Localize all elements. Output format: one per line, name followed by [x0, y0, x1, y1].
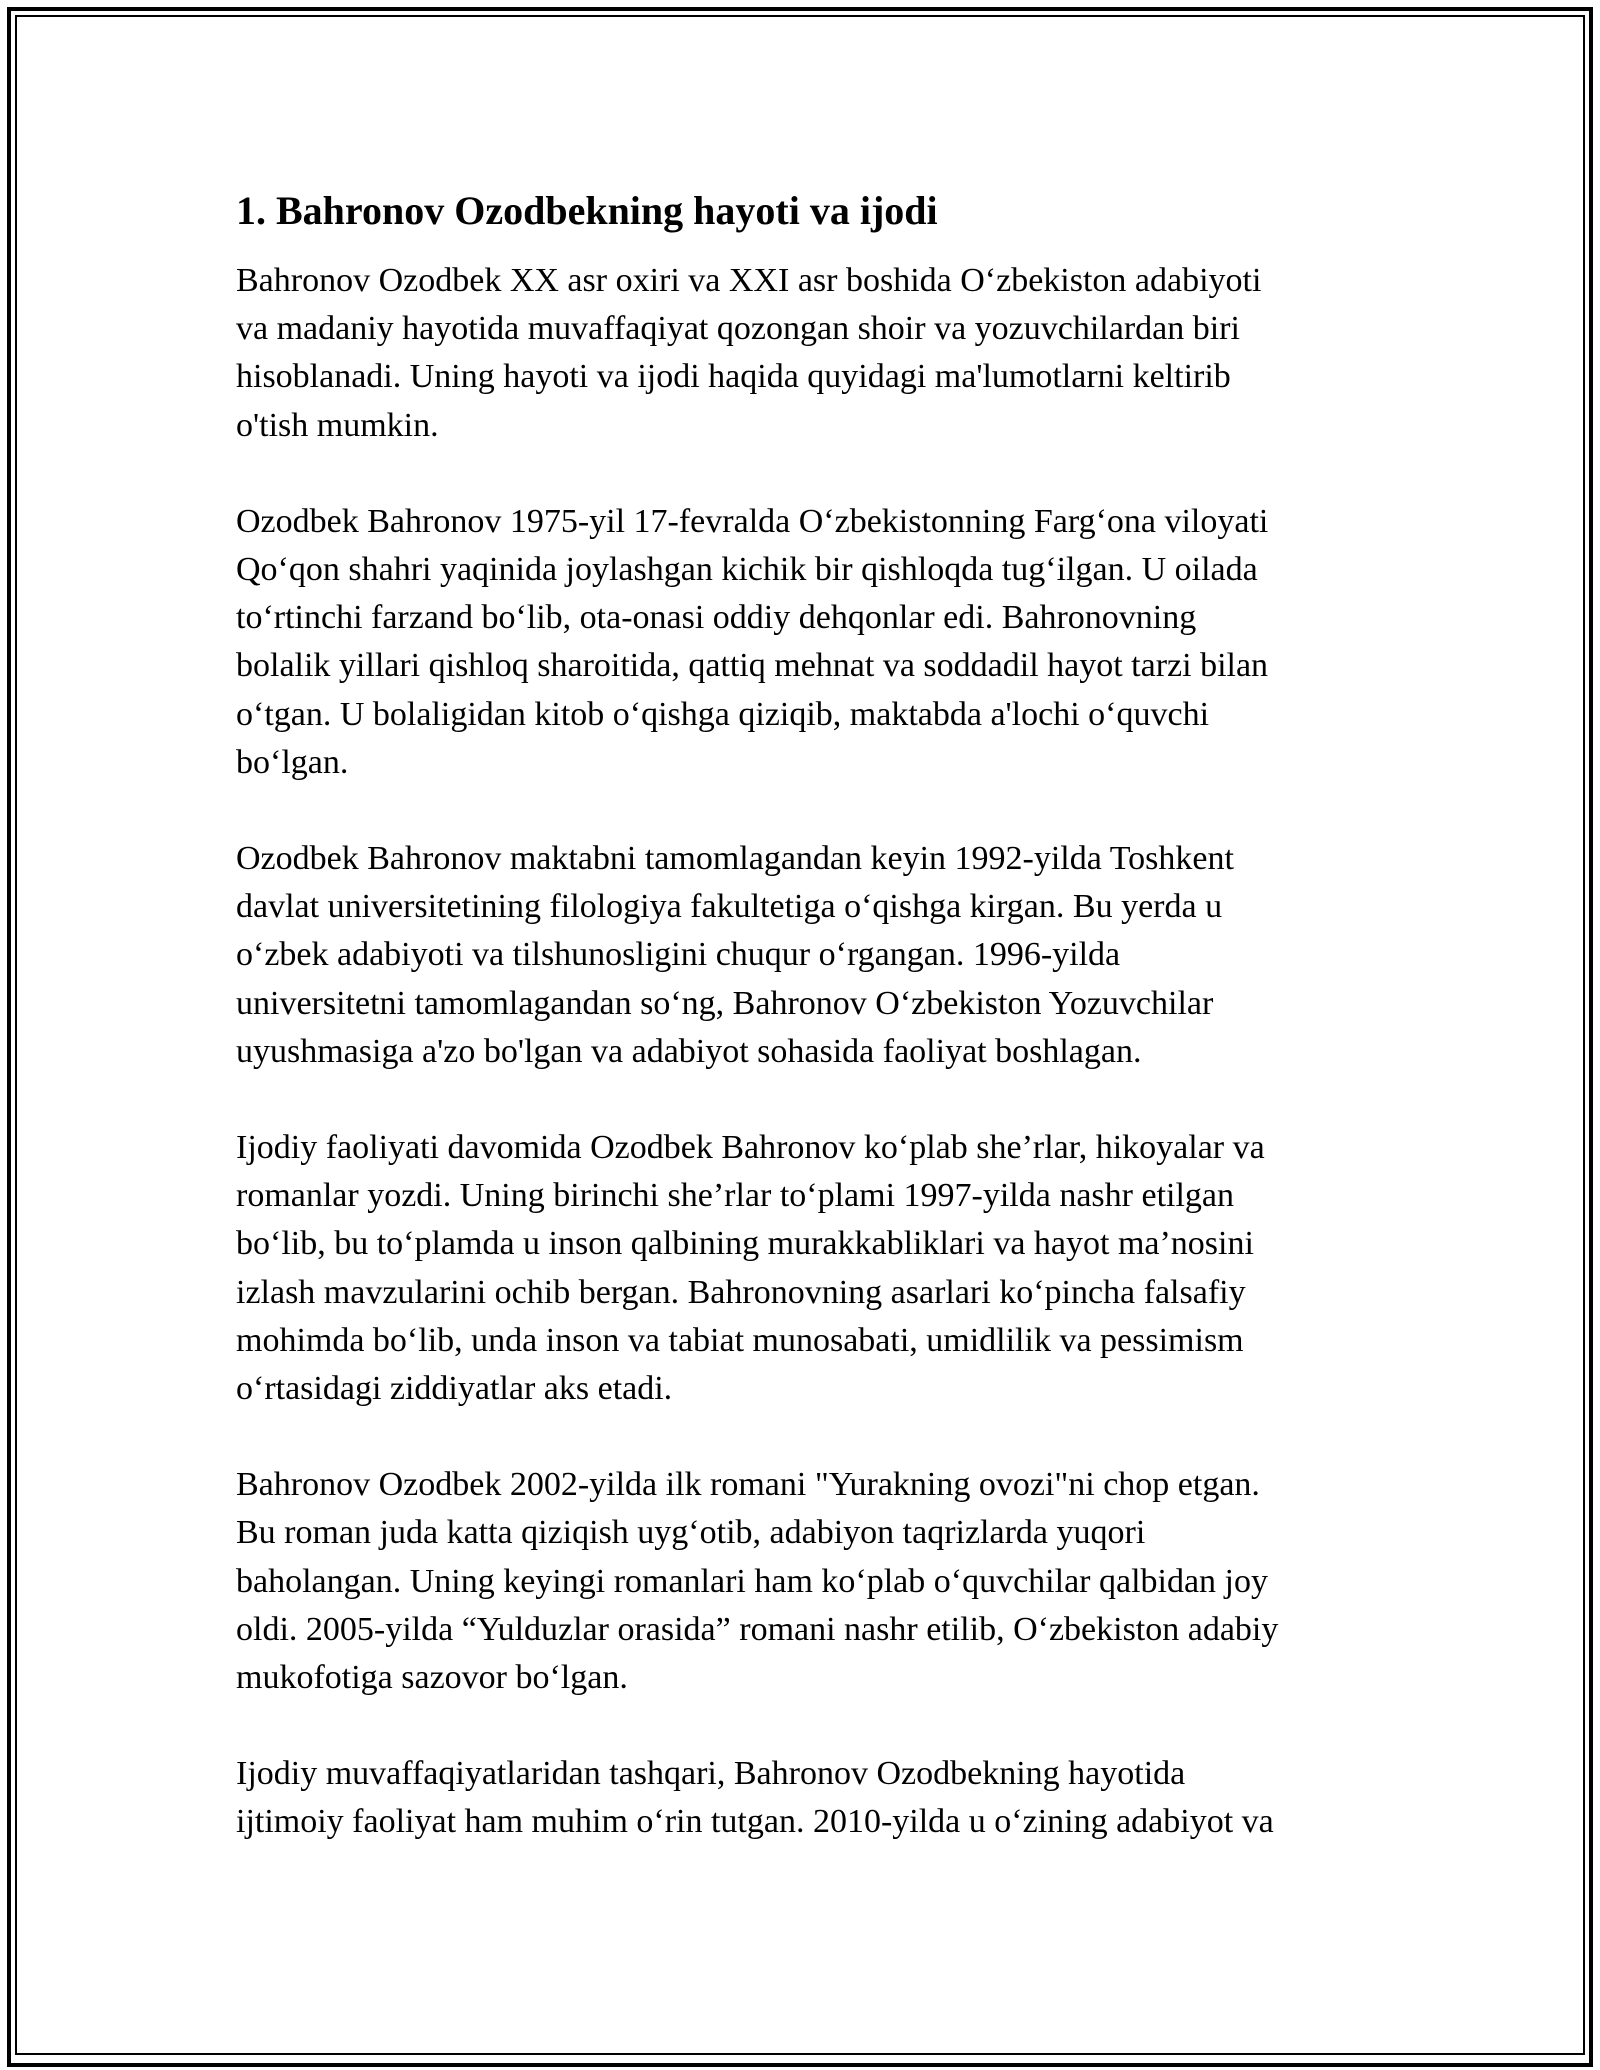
text-line: mohimda boʻlib, unda inson va tabiat munosabati, umidlilik va pessimism [236, 1321, 1244, 1359]
text-line: davlat universitetining filologiya fakultetiga oʻqishga kirgan. Bu yerda u [236, 888, 1223, 926]
text-line: romanlar yozdi. Uning birinchi she’rlar toʻplami 1997-yilda nashr etilgan [236, 1177, 1235, 1215]
text-line: oldi. 2005-yilda “Yulduzlar orasida” romani nashr etilib, Oʻzbekiston adabiy [236, 1610, 1279, 1648]
text-line: toʻrtinchi farzand boʻlib, ota-onasi oddiy dehqonlar edi. Bahronovning [236, 599, 1197, 637]
paragraph-birth [236, 498, 1386, 787]
text-line: oʻtgan. U bolaligidan kitob oʻqishga qiziqib, maktabda a'lochi oʻquvchi [236, 695, 1210, 733]
text-line: Bu roman juda katta qiziqish uygʻotib, adabiyon taqrizlarda yuqori [236, 1514, 1146, 1552]
text-line: bolalik yillari qishloq sharoitida, qattiq mehnat va soddadil hayot tarzi bilan [236, 647, 1269, 685]
text-line: uyushmasiga a'zo bo'lgan va adabiyot sohasida faoliyat boshlagan. [236, 1032, 1142, 1070]
section-heading: 1. Bahronov Ozodbekning hayoti va ijodi [236, 188, 938, 233]
paragraph-creative-work [236, 1124, 1386, 1413]
text-line: boʻlib, bu toʻplamda u inson qalbining murakkabliklari va hayot ma’nosini [236, 1225, 1254, 1263]
text-line: va madaniy hayotida muvaffaqiyat qozongan shoir va yozuvchilardan biri [236, 310, 1240, 348]
text-line: o'tish mumkin. [236, 406, 439, 444]
text-line: izlash mavzularini ochib bergan. Bahronovning asarlari koʻpincha falsafiy [236, 1273, 1246, 1311]
text-line: hisoblanadi. Uning hayoti va ijodi haqida quyidagi ma'lumotlarni keltirib [236, 358, 1231, 396]
text-line: Bahronov Ozodbek 2002-yilda ilk romani "Yurakning ovozi"ni chop etgan. [236, 1466, 1260, 1504]
text-line: Ijodiy muvaffaqiyatlaridan tashqari, Bahronov Ozodbekning hayotida [236, 1755, 1186, 1793]
document-body [236, 185, 1386, 1895]
paragraph-novels [236, 1461, 1386, 1702]
text-line: universitetni tamomlagandan soʻng, Bahronov Oʻzbekiston Yozuvchilar [236, 984, 1214, 1022]
text-line: Ijodiy faoliyati davomida Ozodbek Bahronov koʻplab she’rlar, hikoyalar va [236, 1129, 1265, 1167]
text-line: ijtimoiy faoliyat ham muhim oʻrin tutgan. 2010-yilda u oʻzining adabiyot va [236, 1803, 1274, 1841]
text-line: Qoʻqon shahri yaqinida joylashgan kichik bir qishloqda tugʻilgan. U oilada [236, 551, 1258, 589]
paragraph-social-activity [236, 1750, 1386, 1846]
text-line: boʻlgan. [236, 743, 349, 781]
text-line: mukofotiga sazovor boʻlgan. [236, 1659, 628, 1697]
text-line: Ozodbek Bahronov 1975-yil 17-fevralda Oʻzbekistonning Fargʻona viloyati [236, 502, 1269, 540]
paragraph-education [236, 835, 1386, 1076]
paragraph-intro [236, 257, 1386, 450]
text-line: Bahronov Ozodbek XX asr oxiri va XXI asr boshida Oʻzbekiston adabiyoti [236, 262, 1262, 299]
text-line: oʻrtasidagi ziddiyatlar aks etadi. [236, 1370, 673, 1408]
text-line: oʻzbek adabiyoti va tilshunosligini chuqur oʻrgangan. 1996-yilda [236, 936, 1121, 974]
text-line: baholangan. Uning keyingi romanlari ham koʻplab oʻquvchilar qalbidan joy [236, 1562, 1269, 1600]
text-line: Ozodbek Bahronov maktabni tamomlagandan keyin 1992-yilda Toshkent [236, 840, 1234, 878]
